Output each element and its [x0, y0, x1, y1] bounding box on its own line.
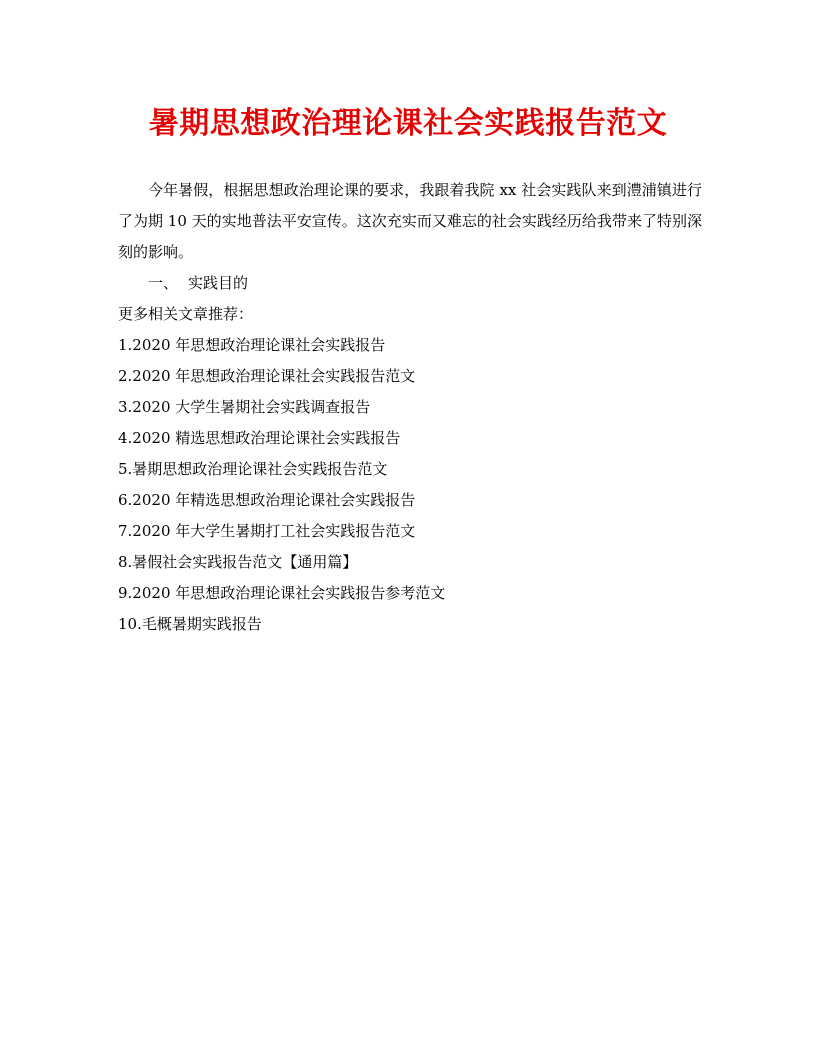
related-article-item: 3.2020 大学生暑期社会实践调查报告: [118, 398, 371, 416]
related-article-item: 1.2020 年思想政治理论课社会实践报告: [118, 336, 386, 354]
section-heading: [118, 268, 702, 299]
related-article-item: 9.2020 年思想政治理论课社会实践报告参考范文: [118, 584, 446, 602]
related-article-item: 5.暑期思想政治理论课社会实践报告范文: [118, 460, 388, 478]
related-article-item: 4.2020 精选思想政治理论课社会实践报告: [118, 429, 401, 447]
related-articles-heading: 更多相关文章推荐：: [118, 305, 254, 323]
related-article-item: 10.毛概暑期实践报告: [118, 615, 262, 633]
related-article-item: 2.2020 年思想政治理论课社会实践报告范文: [118, 367, 416, 385]
related-article-item: 8.暑假社会实践报告范文【通用篇】: [118, 553, 358, 571]
related-article-item: 7.2020 年大学生暑期打工社会实践报告范文: [118, 522, 416, 540]
section-title: 实践目的: [188, 274, 249, 292]
related-article-item: 6.2020 年精选思想政治理论课社会实践报告: [118, 491, 416, 509]
intro-paragraph: 今年暑假，根据思想政治理论课的要求，我跟着我院 xx 社会实践队来到澧浦镇进行了为期 10 天的实地普法平安宣传。这次充实而又难忘的社会实践经历给我带来了特别深刻的影响。: [118, 181, 702, 261]
related-articles-list: [118, 330, 702, 640]
document-body: [118, 175, 702, 640]
section-number: 一、: [148, 274, 179, 292]
document-title: 暑期思想政治理论课社会实践报告范文: [148, 106, 668, 141]
